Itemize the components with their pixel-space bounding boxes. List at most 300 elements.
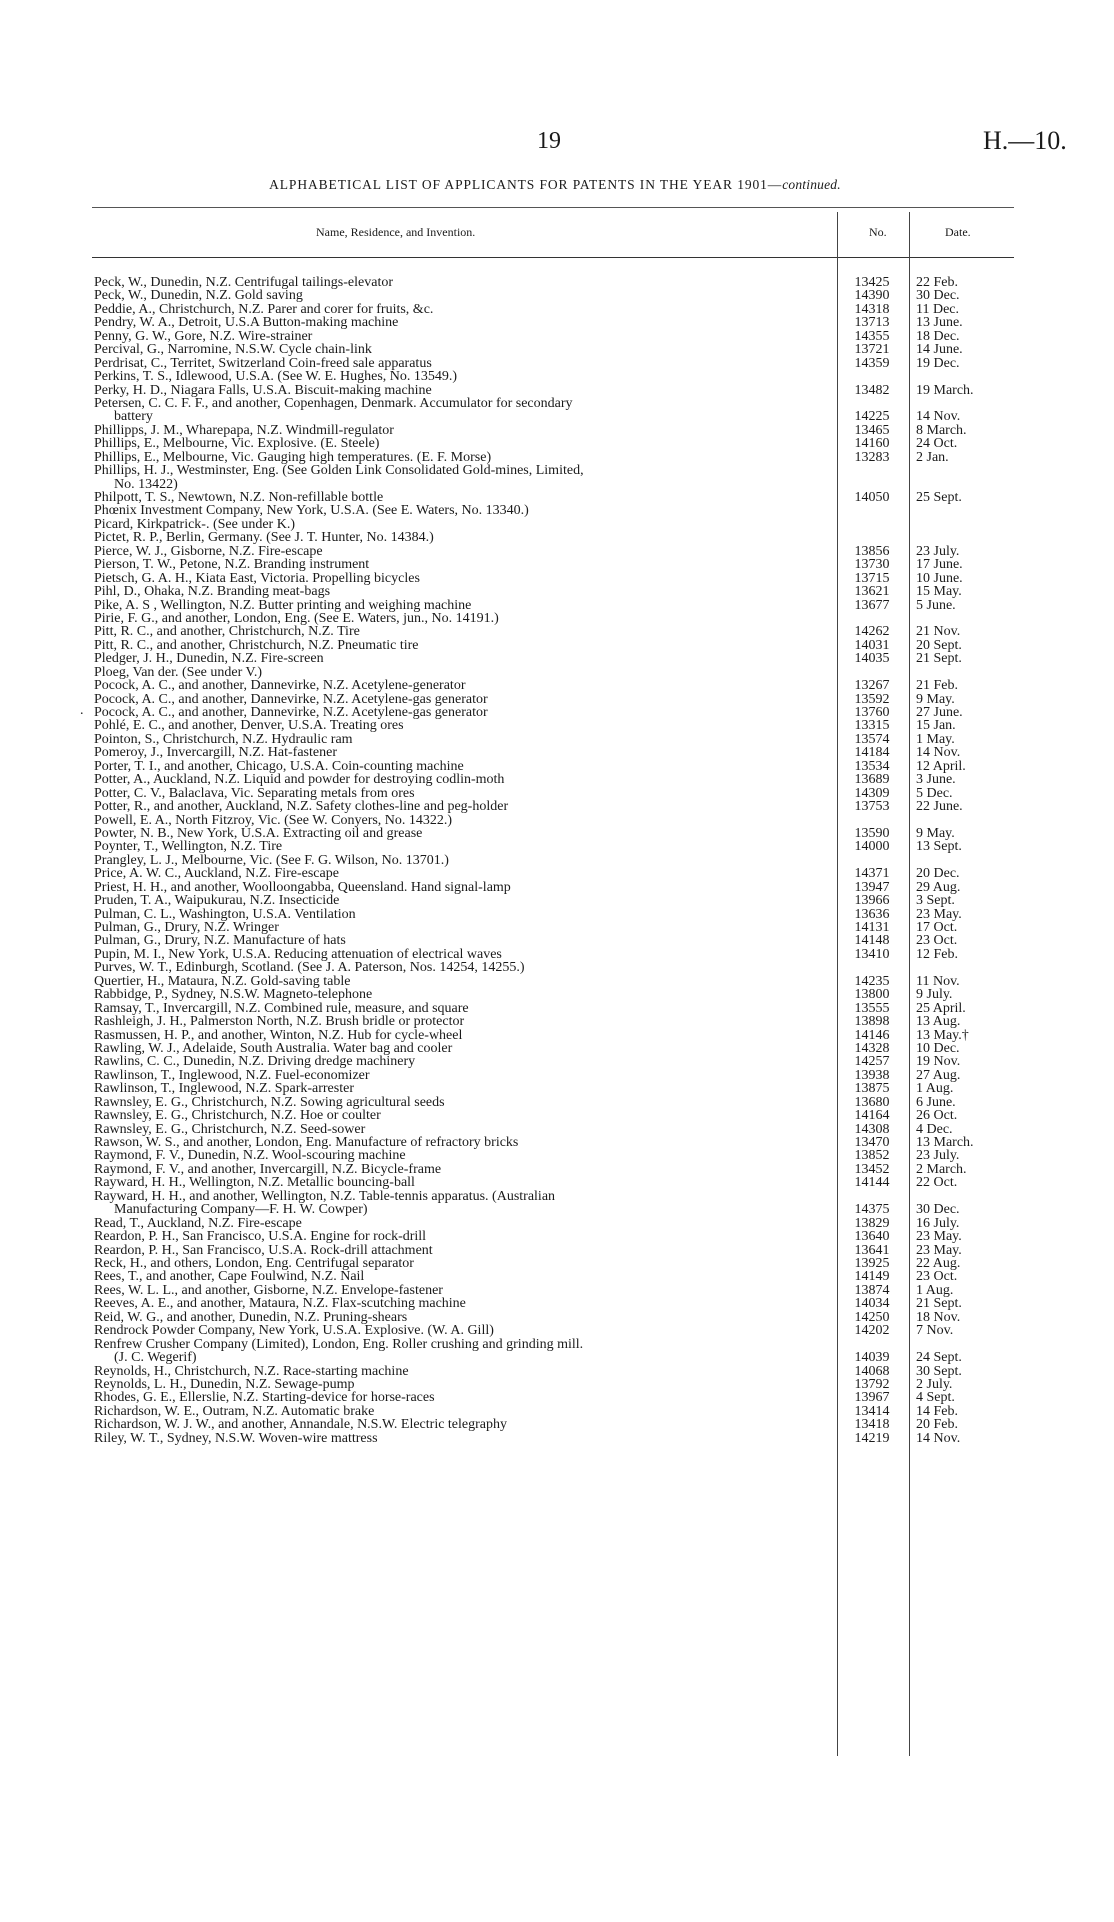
list-item	[94, 437, 1018, 450]
list-item	[94, 1015, 1018, 1028]
list-item	[94, 451, 1018, 464]
list-item	[94, 1123, 1018, 1136]
entry-date: 8 March.	[916, 422, 967, 438]
list-item	[94, 827, 1018, 840]
entry-name	[94, 572, 828, 585]
entry-number: 14355	[854, 328, 890, 344]
entry-name	[94, 706, 828, 719]
list-item	[94, 316, 1018, 329]
entry-number: 14375	[854, 1202, 890, 1218]
list-item	[94, 1338, 1018, 1365]
entry-text: Poynter, T., Wellington, N.Z. Tire	[94, 840, 283, 854]
entry-date: 24 Sept.	[916, 1350, 962, 1366]
entry-text: Richardson, W. E., Outram, N.Z. Automatic brake	[94, 1404, 375, 1419]
entry-date: 9 May.	[916, 691, 955, 707]
entry-number: 14164	[854, 1108, 890, 1124]
entry-text: Reeves, A. E., and another, Mataura, N.Z. Flax-scutching machine	[94, 1297, 466, 1311]
list-item	[94, 1324, 1018, 1337]
entry-number: 14160	[854, 436, 890, 452]
entry-name	[94, 1217, 828, 1230]
section-identifier: H.—10.	[983, 126, 1067, 155]
entry-name	[94, 1418, 828, 1431]
entry-number: 13967	[854, 1390, 890, 1406]
entry-name	[94, 518, 828, 531]
list-item	[94, 1163, 1018, 1176]
list-item	[94, 934, 1018, 947]
entry-date: 18 Dec.	[916, 328, 960, 344]
entry-text: Priest, H. H., and another, Woolloongabba, Queensland. Hand signal-lamp	[94, 880, 511, 895]
entry-number: 14359	[854, 355, 890, 371]
entry-name	[94, 370, 828, 383]
entry-date: 23 July.	[916, 543, 960, 559]
entry-date: 19 Nov.	[916, 1054, 961, 1070]
entry-number: 14035	[854, 651, 890, 667]
entry-text: Rawnsley, E. G., Christchurch, N.Z. Seed-sower	[94, 1122, 366, 1137]
list-item	[94, 894, 1018, 907]
entry-text: Peck, W., Dunedin, N.Z. Centrifugal tailings-elevator	[94, 276, 393, 290]
rule-under-header	[92, 257, 1014, 258]
entry-text: Rhodes, G. E., Ellerslie, N.Z. Starting-device for horse-races	[94, 1391, 435, 1405]
entry-text: Pomeroy, J., Invercargill, N.Z. Hat-fastener	[94, 746, 337, 760]
entry-number: 13856	[854, 543, 890, 559]
entry-text: Pendry, W. A., Detroit, U.S.A Button-making machine	[94, 316, 399, 330]
list-item	[94, 908, 1018, 921]
entry-number: 13938	[854, 1067, 890, 1083]
entry-number: 13680	[854, 1094, 890, 1110]
entry-name	[94, 491, 828, 504]
entry-number: 13641	[854, 1242, 890, 1258]
entry-name	[94, 961, 828, 974]
entry-number: 14148	[854, 933, 890, 949]
entry-text: Rawlins, C. C., Dunedin, N.Z. Driving dredge machinery	[94, 1055, 416, 1069]
entry-name	[94, 276, 828, 289]
entry-date: 25 Sept.	[916, 490, 962, 506]
list-item	[94, 357, 1018, 370]
entry-text: Rasmussen, H. P., and another, Winton, N.Z. Hub for cycle-wheel	[94, 1028, 463, 1042]
entry-name	[94, 894, 828, 907]
list-item	[94, 706, 1018, 719]
entry-name	[94, 1015, 828, 1028]
entry-date: 23 July.	[916, 1148, 960, 1164]
entry-number: 13829	[854, 1215, 890, 1231]
entry-number: 13636	[854, 906, 890, 922]
list-item	[94, 518, 1018, 531]
entry-date: 23 Oct.	[916, 1269, 958, 1285]
entry-text: Phillips, E., Melbourne, Vic. Explosive. (E. Steele)	[94, 437, 380, 451]
entry-date: 16 July.	[916, 1215, 960, 1231]
entry-number: 13947	[854, 879, 890, 895]
entry-name	[94, 1284, 828, 1297]
entry-number: 13418	[854, 1417, 890, 1433]
entry-date: 21 Sept.	[916, 651, 962, 667]
list-item	[94, 625, 1018, 638]
entry-text: Pitt, R. C., and another, Christchurch, N.Z. Pneumatic tire	[94, 638, 419, 653]
list-item	[94, 1190, 1018, 1217]
entry-text: Phillips, E., Melbourne, Vic. Gauging high temperatures. (E. F. Morse)	[94, 450, 492, 465]
entry-date: 14 Nov.	[916, 745, 961, 761]
list-item	[94, 666, 1018, 679]
entry-number: 13800	[854, 987, 890, 1003]
entry-name	[94, 1324, 828, 1337]
entry-number: 13315	[854, 718, 890, 734]
list-item	[94, 854, 1018, 867]
list-item	[94, 1365, 1018, 1378]
entry-text: Reid, W. G., and another, Dunedin, N.Z. Pruning-shears	[94, 1310, 408, 1325]
entry-number: 14390	[854, 288, 890, 304]
entry-date: 3 Sept.	[916, 893, 955, 909]
entry-date: 12 Feb.	[916, 946, 958, 962]
entry-text: Pitt, R. C., and another, Christchurch, N.Z. Tire	[94, 625, 360, 639]
entry-text: Pihl, D., Ohaka, N.Z. Branding meat-bags	[94, 585, 331, 599]
entry-text: Rawnsley, E. G., Christchurch, N.Z. Sowing agricultural seeds	[94, 1095, 445, 1110]
entry-text: Pierson, T. W., Petone, N.Z. Branding instrument	[94, 558, 370, 572]
entry-text: Pulman, G., Drury, N.Z. Wringer	[94, 921, 279, 935]
entry-name	[94, 1055, 828, 1068]
entry-number: 13590	[854, 825, 890, 841]
entry-name	[94, 854, 828, 867]
entry-text: Pocock, A. C., and another, Dannevirke, N.Z. Acetylene-gas generator	[94, 692, 488, 707]
entry-date: 17 June.	[916, 557, 963, 573]
entry-number: 14039	[854, 1350, 890, 1366]
entry-name	[94, 1096, 828, 1109]
entry-text: Raymond, F. V., and another, Invercargill, N.Z. Bicycle-frame	[94, 1162, 442, 1177]
entry-name	[94, 397, 828, 424]
entry-date: 21 Feb.	[916, 678, 958, 694]
list-item	[94, 988, 1018, 1001]
entry-date: 20 Sept.	[916, 637, 962, 653]
list-item	[94, 1378, 1018, 1391]
list-item	[94, 276, 1018, 289]
entry-name	[94, 1136, 828, 1149]
entry-name	[94, 867, 828, 880]
entry-date: 20 Dec.	[916, 866, 960, 882]
entry-text: Perky, H. D., Niagara Falls, U.S.A. Biscuit-making machine	[94, 383, 432, 397]
entry-date: 17 Oct.	[916, 920, 958, 936]
entry-number: 14131	[854, 920, 890, 936]
entry-date: 27 Aug.	[916, 1067, 961, 1083]
entry-text: Renfrew Crusher Company (Limited), London, Eng. Roller crushing and grinding mill.	[94, 1337, 584, 1352]
entry-number: 14149	[854, 1269, 890, 1285]
entry-text: Pointon, S., Christchurch, N.Z. Hydraulic ram	[94, 732, 353, 747]
entries-list	[94, 276, 1018, 1445]
entry-date: 24 Oct.	[916, 436, 958, 452]
list-item	[94, 1136, 1018, 1149]
entry-number: 13925	[854, 1255, 890, 1271]
entry-number: 13555	[854, 1000, 890, 1016]
entry-text: Pirie, F. G., and another, London, Eng. (See E. Waters, jun., No. 14191.)	[94, 611, 499, 626]
entry-date: 20 Feb.	[916, 1417, 958, 1433]
entry-name	[94, 760, 828, 773]
entry-number: 14034	[854, 1296, 890, 1312]
entry-date: 13 Sept.	[916, 839, 962, 855]
entry-name	[94, 316, 828, 329]
entry-date: 23 Oct.	[916, 933, 958, 949]
entry-text: Phillips, H. J., Westminster, Eng. (See Golden Link Consolidated Gold-mines, Limited,	[94, 464, 584, 479]
entry-number: 14050	[854, 490, 890, 506]
list-item	[94, 1405, 1018, 1418]
entry-name	[94, 639, 828, 652]
entry-number: 14146	[854, 1027, 890, 1043]
entry-date: 1 May.	[916, 731, 955, 747]
entry-text: Percival, G., Narromine, N.S.W. Cycle chain-link	[94, 343, 372, 357]
entry-date: 2 March.	[916, 1161, 967, 1177]
entry-number: 14202	[854, 1323, 890, 1339]
entry-name	[94, 451, 828, 464]
entry-date: 13 March.	[916, 1135, 974, 1151]
list-item	[94, 1297, 1018, 1310]
entry-number: 13621	[854, 584, 890, 600]
entry-number: 14318	[854, 301, 890, 317]
entry-date: 5 June.	[916, 597, 956, 613]
entry-number: 14308	[854, 1121, 890, 1137]
entry-name	[94, 733, 828, 746]
entry-name	[94, 908, 828, 921]
entry-text: Penny, G. W., Gore, N.Z. Wire-strainer	[94, 329, 313, 344]
list-item	[94, 424, 1018, 437]
page-title	[90, 177, 1020, 193]
entry-name	[94, 975, 828, 988]
entry-name	[94, 1069, 828, 1082]
entry-number: 14235	[854, 973, 890, 989]
list-item	[94, 1176, 1018, 1189]
list-item	[94, 343, 1018, 356]
list-item	[94, 558, 1018, 571]
entry-date: 4 Sept.	[916, 1390, 955, 1406]
entry-text: Rawnsley, E. G., Christchurch, N.Z. Hoe or coulter	[94, 1109, 381, 1123]
entry-text: Potter, A., Auckland, N.Z. Liquid and powder for destroying codlin-moth	[94, 773, 505, 787]
entry-number: 13677	[854, 597, 890, 613]
list-item	[94, 652, 1018, 665]
entry-name	[94, 585, 828, 598]
entry-number: 13792	[854, 1376, 890, 1392]
entry-text: Pocock, A. C., and another, Dannevirke, N.Z. Acetylene-generator	[94, 679, 466, 693]
entry-date: 27 June.	[916, 705, 963, 721]
entry-date: 23 May.	[916, 906, 962, 922]
entry-number: 13721	[854, 342, 890, 358]
entry-number: 14184	[854, 745, 890, 761]
entry-text: Powell, E. A., North Fitzroy, Vic. (See W. Conyers, No. 14322.)	[94, 813, 453, 827]
entry-number: 13283	[854, 449, 890, 465]
list-item	[94, 867, 1018, 880]
entry-name	[94, 1190, 828, 1217]
entry-text: Purves, W. T., Edinburgh, Scotland. (See J. A. Paterson, Nos. 14254, 14255.)	[94, 961, 525, 975]
entry-number: 13534	[854, 758, 890, 774]
entry-name	[94, 343, 828, 356]
entry-name	[94, 1244, 828, 1257]
list-item	[94, 1230, 1018, 1243]
entry-name	[94, 599, 828, 612]
list-item	[94, 1029, 1018, 1042]
entry-number: 13874	[854, 1282, 890, 1298]
entry-name	[94, 1109, 828, 1122]
list-item	[94, 1042, 1018, 1055]
entry-number: 13875	[854, 1081, 890, 1097]
list-item	[94, 599, 1018, 612]
entry-date: 6 June.	[916, 1094, 956, 1110]
entry-number: 13452	[854, 1161, 890, 1177]
entry-number: 13898	[854, 1014, 890, 1030]
entry-name	[94, 652, 828, 665]
entry-name	[94, 1149, 828, 1162]
entry-text: Pledger, J. H., Dunedin, N.Z. Fire-screen	[94, 652, 324, 666]
list-item	[94, 531, 1018, 544]
entry-name	[94, 1311, 828, 1324]
entry-text: Perdrisat, C., Territet, Switzerland Coin-freed sale apparatus	[94, 356, 432, 371]
entry-name	[94, 827, 828, 840]
entry-date: 13 May.†	[916, 1027, 969, 1043]
entry-date: 22 Feb.	[916, 275, 958, 290]
list-item	[94, 1311, 1018, 1324]
list-item	[94, 1244, 1018, 1257]
list-item	[94, 733, 1018, 746]
entry-name	[94, 1042, 828, 1055]
entry-date: 14 Nov.	[916, 409, 961, 425]
entry-name	[94, 1176, 828, 1189]
entry-date: 3 June.	[916, 772, 956, 788]
entry-number: 13465	[854, 422, 890, 438]
entry-text: Rees, T., and another, Cape Foulwind, N.Z. Nail	[94, 1270, 365, 1284]
column-header-no: No.	[869, 225, 887, 239]
entry-name	[94, 545, 828, 558]
entry-name	[94, 1365, 828, 1378]
list-item	[94, 800, 1018, 813]
entry-name	[94, 746, 828, 759]
entry-date: 30 Sept.	[916, 1363, 962, 1379]
list-item	[94, 1217, 1018, 1230]
entry-text: Powter, N. B., New York, U.S.A. Extracting oil and grease	[94, 826, 423, 841]
entry-name	[94, 1123, 828, 1136]
list-item	[94, 961, 1018, 974]
list-item	[94, 1069, 1018, 1082]
entry-name	[94, 693, 828, 706]
entry-text: Reck, H., and others, London, Eng. Centrifugal separator	[94, 1256, 414, 1271]
margin-mark: .	[80, 703, 84, 718]
entry-number: 13414	[854, 1403, 890, 1419]
entry-date: 9 May.	[916, 825, 955, 841]
entry-number: 14262	[854, 624, 890, 640]
column-header-name: Name, Residence, and Invention.	[316, 225, 476, 239]
list-item	[94, 572, 1018, 585]
entry-date: 15 May.	[916, 584, 962, 600]
list-item	[94, 679, 1018, 692]
rule-top	[92, 207, 1014, 208]
entry-number: 14309	[854, 785, 890, 801]
entry-name	[94, 881, 828, 894]
entry-date: 5 Dec.	[916, 785, 953, 801]
list-item	[94, 464, 1018, 491]
entry-date: 26 Oct.	[916, 1108, 958, 1124]
entry-text: Potter, C. V., Balaclava, Vic. Separating metals from ores	[94, 786, 415, 801]
entry-name	[94, 1257, 828, 1270]
entry-text: Phillipps, J. M., Wharepapa, N.Z. Windmill-regulator	[94, 423, 394, 438]
entry-name	[94, 558, 828, 571]
entry-date: 14 June.	[916, 342, 963, 358]
entry-text: Rashleigh, J. H., Palmerston North, N.Z. Brush bridle or protector	[94, 1015, 465, 1029]
entry-number: 13713	[854, 315, 890, 331]
list-item	[94, 397, 1018, 424]
entry-date: 18 Nov.	[916, 1309, 961, 1325]
list-item	[94, 585, 1018, 598]
entry-date: 14 Nov.	[916, 1430, 961, 1446]
entry-text: Reardon, P. H., San Francisco, U.S.A. Engine for rock-drill	[94, 1230, 427, 1244]
list-item	[94, 504, 1018, 517]
entry-name	[94, 531, 828, 544]
list-item	[94, 289, 1018, 302]
entry-text: Rayward, H. H., Wellington, N.Z. Metallic bouncing-ball	[94, 1176, 415, 1190]
entry-name	[94, 424, 828, 437]
list-item	[94, 773, 1018, 786]
entry-continuation: No. 13422)	[114, 476, 178, 492]
entry-name	[94, 1432, 828, 1445]
entry-text: Pike, A. S , Wellington, N.Z. Butter printing and weighing machine	[94, 598, 472, 612]
list-item	[94, 814, 1018, 827]
column-header-date: Date.	[945, 225, 971, 239]
entry-number: 13267	[854, 678, 890, 694]
entry-text: Raymond, F. V., Dunedin, N.Z. Wool-scouring machine	[94, 1149, 406, 1163]
entry-name	[94, 1082, 828, 1095]
entry-name	[94, 787, 828, 800]
list-item	[94, 545, 1018, 558]
list-item	[94, 693, 1018, 706]
entry-name	[94, 1297, 828, 1310]
list-item	[94, 384, 1018, 397]
entry-text: Rawlinson, T., Inglewood, N.Z. Fuel-economizer	[94, 1068, 370, 1083]
entry-text: Phœnix Investment Company, New York, U.S.A. (See E. Waters, No. 13340.)	[94, 504, 529, 518]
list-item	[94, 1284, 1018, 1297]
list-item	[94, 1149, 1018, 1162]
entry-name	[94, 1391, 828, 1404]
entry-date: 21 Nov.	[916, 624, 961, 640]
entry-date: 7 Nov.	[916, 1323, 954, 1339]
entry-date: 23 May.	[916, 1242, 962, 1258]
entry-text: Petersen, C. C. F. F., and another, Copenhagen, Denmark. Accumulator for secondary	[94, 396, 573, 411]
entry-name	[94, 1029, 828, 1042]
entry-text: Rendrock Powder Company, New York, U.S.A. Explosive. (W. A. Gill)	[94, 1324, 494, 1338]
entry-date: 13 June.	[916, 315, 963, 331]
entry-name	[94, 921, 828, 934]
entry-number: 13410	[854, 946, 890, 962]
entry-text: Rawson, W. S., and another, London, Eng. Manufacture of refractory bricks	[94, 1136, 519, 1150]
entry-number: 13592	[854, 691, 890, 707]
entry-date: 15 Jan.	[916, 718, 956, 734]
entry-text: Price, A. W. C., Auckland, N.Z. Fire-escape	[94, 867, 339, 881]
entry-date: 10 June.	[916, 570, 963, 586]
entry-name	[94, 719, 828, 732]
list-item	[94, 1257, 1018, 1270]
list-item	[94, 719, 1018, 732]
entry-date: 22 June.	[916, 799, 963, 815]
entry-date: 10 Dec.	[916, 1040, 960, 1056]
list-item	[94, 1082, 1018, 1095]
entry-date: 29 Aug.	[916, 879, 961, 895]
entry-text: Potter, R., and another, Auckland, N.Z. Safety clothes-line and peg-holder	[94, 800, 509, 814]
entry-text: Pulman, C. L., Washington, U.S.A. Ventilation	[94, 907, 356, 922]
entry-text: Richardson, W. J. W., and another, Annandale, N.S.W. Electric telegraphy	[94, 1418, 507, 1432]
entry-number: 13715	[854, 570, 890, 586]
page-number: 19	[537, 128, 561, 154]
entry-number: 13470	[854, 1135, 890, 1151]
entry-text: Rawling, W. J., Adelaide, South Australia. Water bag and cooler	[94, 1041, 453, 1056]
entry-number: 13640	[854, 1229, 890, 1245]
entry-date: 19 March.	[916, 382, 974, 398]
entry-name	[94, 666, 828, 679]
entry-date: 22 Aug.	[916, 1255, 961, 1271]
entry-text: Porter, T. I., and another, Chicago, U.S.A. Coin-counting machine	[94, 759, 464, 774]
entry-name	[94, 1163, 828, 1176]
entry-name	[94, 800, 828, 813]
entry-number: 14257	[854, 1054, 890, 1070]
entry-continuation: battery	[114, 409, 153, 424]
